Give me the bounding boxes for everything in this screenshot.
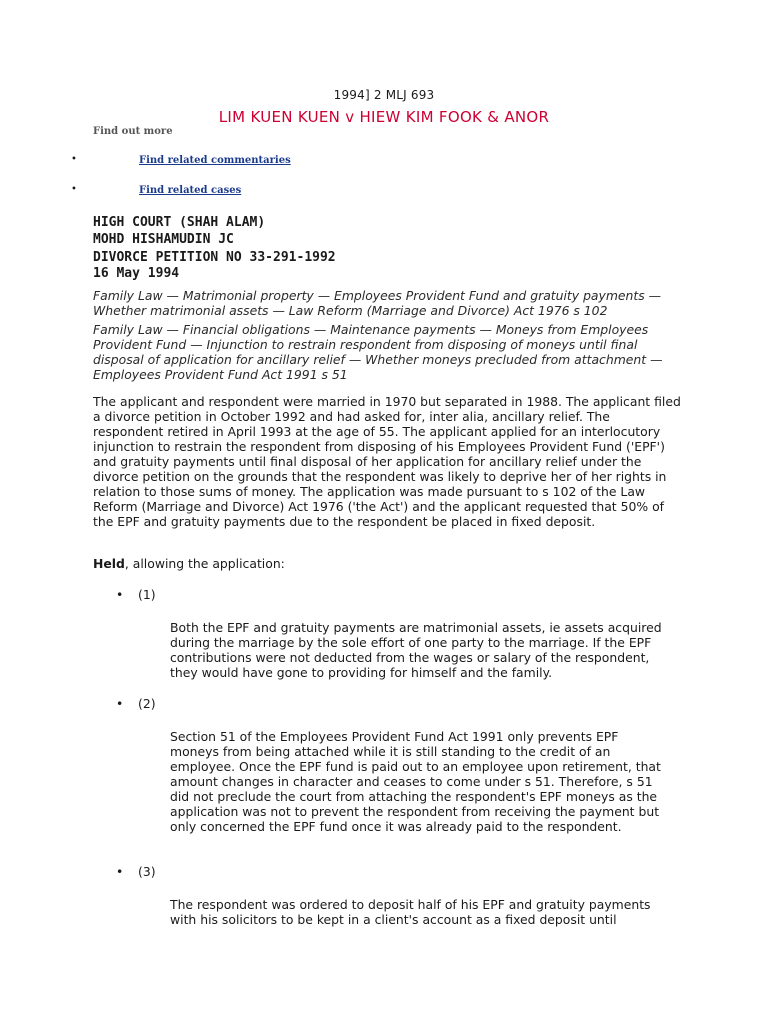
bullet-icon: • [71, 184, 77, 195]
petition-block [93, 250, 336, 282]
bullet-icon: • [71, 154, 77, 165]
held-line [93, 556, 285, 571]
court-block [93, 214, 265, 248]
decision-date: 16 May 1994 [93, 266, 180, 281]
holding-3-text: The respondent was ordered to deposit half of his EPF and gratuity payments with his solicitors to be kept in a client's account as a fixed deposit until [170, 897, 651, 927]
catchwords-1: Family Law — Matrimonial property — Employees Provident Fund and gratuity payments — Whether matrimonial assets — Law Reform (Marriage and Divorce) Act 1976 s 102 [93, 288, 662, 318]
find-out-more-label: Find out more [93, 126, 173, 137]
holding-3-head [116, 864, 156, 879]
case-title: LIM KUEN KUEN v HIEW KIM FOOK & ANOR [218, 108, 550, 126]
case-summary: The applicant and respondent were married in 1970 but separated in 1988. The applicant filed a divorce petition in October 1992 and had asked for, inter alia, ancillary relief. The respondent retired in April 1993 at the age of 55. The applicant applied for an interlocutory injunction to restrain the respondent from disposing of his Employees Provident Fund ('EPF') and gratuity payments until final disposal of her application for ancillary relief under the divorce petition on the grounds that the respondent was likely to deprive her of her rights in relation to those sums of money. The application was made pursuant to s 102 of the Law Reform (Marriage and Divorce) Act 1976 ('the Act') and the applicant requested that 50% of the EPF and gratuity payments due to the respondent be placed in fixed deposit. [93, 394, 681, 529]
judge-name: MOHD HISHAMUDIN JC [93, 232, 234, 247]
held-label: Held [93, 556, 125, 571]
holding-2-text: Section 51 of the Employees Provident Fund Act 1991 only prevents EPF moneys from being attached while it is still standing to the credit of an employee. Once the EPF fund is paid out to an employee upon retirement, that amount changes in character and ceases to come under s 51. Therefore, s 51 did not preclude the court from attaching the respondent's EPF moneys as the application was not to prevent the respondent from receiving the payment but only concerned the EPF fund once it was already paid to the respondent. [170, 729, 661, 834]
held-text: , allowing the application: [124, 556, 285, 571]
find-related-cases-link[interactable]: Find related cases [139, 185, 242, 196]
holding-number: (3) [138, 864, 156, 879]
court-name: HIGH COURT (SHAH ALAM) [93, 215, 266, 230]
bullet-icon: • [116, 864, 124, 879]
holding-2-head [116, 696, 156, 711]
holding-number: (2) [138, 696, 156, 711]
bullet-icon: • [116, 587, 124, 602]
holding-1-text: Both the EPF and gratuity payments are matrimonial assets, ie assets acquired during the marriage by the sole effort of one party to the marriage. If the EPF contributions were not deducted from the wages or salary of the respondent, they would have gone to providing for himself and the family. [170, 620, 662, 680]
holding-1-head [116, 587, 156, 602]
petition-number: DIVORCE PETITION NO 33-291-1992 [93, 250, 336, 265]
find-related-commentaries-link[interactable]: Find related commentaries [139, 155, 291, 166]
catchwords-2: Family Law — Financial obligations — Maintenance payments — Moneys from Employees Provident Fund — Injunction to restrain respondent from disposing of moneys until final disposal of application for ancillary relief — Whether moneys precluded from attachment — Employees Provident Fund Act 1991 s 51 [93, 322, 663, 382]
bullet-icon: • [116, 696, 124, 711]
holding-number: (1) [138, 587, 156, 602]
citation: 1994] 2 MLJ 693 [333, 88, 435, 102]
